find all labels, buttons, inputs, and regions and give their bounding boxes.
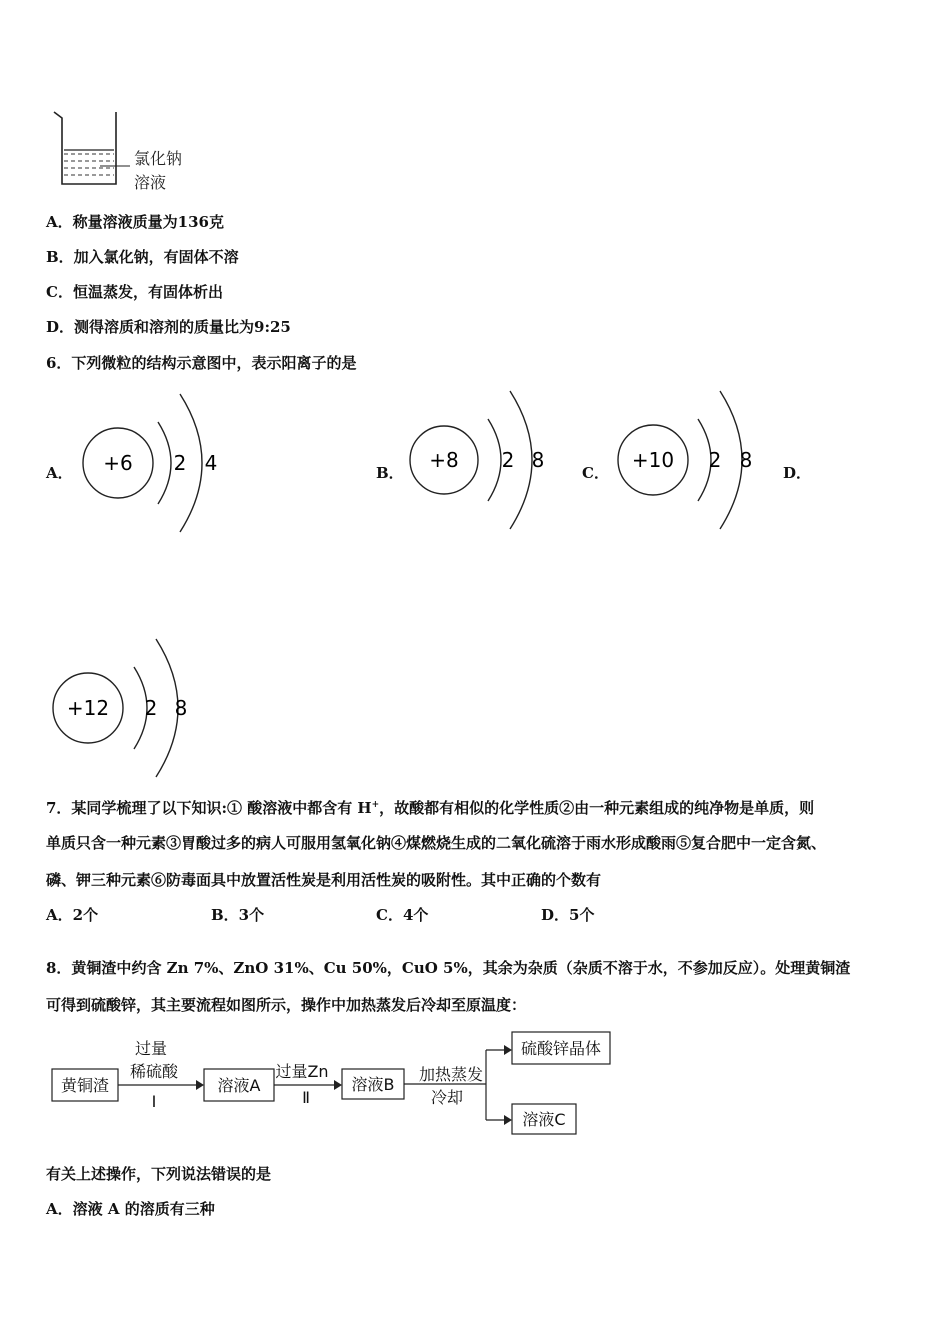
atom-diagram-a [76,388,236,538]
q5-option-b: B．加入氯化钠，有固体不溶 [46,248,239,266]
flow-box-zinc-sulfate-crystal-label: 硫酸锌晶体 [520,1039,602,1058]
q6-option-b-letter: B． [376,464,404,482]
q5-option-c: C．恒温蒸发，有固体析出 [46,283,223,301]
shell1-c: 2 [708,448,722,472]
q7-line3: 磷、钾三种元素⑥防毒面具中放置活性炭是利用活性炭的吸附性。其中正确的个数有 [46,871,602,889]
nucleus-charge-b: +8 [429,448,459,472]
shell1-b: 2 [501,448,515,472]
q5-option-d: D．测得溶质和溶剂的质量比为9:25 [46,318,291,336]
flow-arrow3-bottom: 冷却 [430,1088,464,1107]
q7-option-b: B．3个 [211,906,265,924]
flow-box-solution-b-label: 溶液B [351,1075,395,1094]
process-flowchart [46,1028,626,1140]
q8-option-a: A．溶液 A 的溶质有三种 [46,1200,215,1218]
shell2-c: 8 [739,448,753,472]
beaker-label-line1: 氯化钠 [134,149,183,168]
q6-stem: 6．下列微粒的结构示意图中，表示阳离子的是 [46,354,357,372]
nucleus-charge-d: +12 [66,696,110,720]
nucleus-charge-a: +6 [103,451,133,475]
atom-diagram-c [612,385,777,535]
flow-arrow3-top: 加热蒸发 [418,1065,484,1084]
flow-arrow1-top1: 过量 [134,1039,168,1058]
q5-option-a: A．称量溶液质量为136克 [46,213,224,231]
q8-after-text: 有关上述操作，下列说法错误的是 [46,1165,272,1183]
flow-box-brass-slag-label: 黄铜渣 [60,1076,110,1095]
beaker-diagram [50,108,200,196]
q6-option-d-letter: D． [783,464,812,482]
q7-line1 [46,795,814,818]
flow-arrow1-bottom: Ⅰ [151,1092,157,1111]
nucleus-charge-c: +10 [631,448,675,472]
q7-option-a: A．2个 [46,906,99,924]
flow-box-solution-c-label: 溶液C [522,1110,566,1129]
q8-line1: 8．黄铜渣中约含 Zn 7%、ZnO 31%、Cu 50%，CuO 5%，其余为杂质（杂质不溶于水，不参加反应）。处理黄铜渣 [46,959,851,977]
shell2-d: 8 [174,696,188,720]
q6-option-a-letter: A． [46,464,73,482]
atom-diagram-b [404,385,564,535]
q7-line1-post: ，故酸都有相似的化学性质②由一种元素组成的纯净物是单质，则 [379,799,815,817]
flow-box-solution-a-label: 溶液A [217,1076,261,1095]
beaker-label-line2: 溶液 [134,173,167,192]
q7-line1-pre: 7．某同学梳理了以下知识:① 酸溶液中都含有 H [46,799,372,817]
shell1-a: 2 [173,451,187,475]
flow-arrow2-bottom: Ⅱ [302,1088,310,1107]
flow-arrow1-top2: 稀硫酸 [129,1062,179,1081]
flow-arrow2-top: 过量Zn [275,1062,329,1081]
q7-option-c: C．4个 [376,906,429,924]
shell2-b: 8 [531,448,545,472]
q7-line2: 单质只含一种元素③胃酸过多的病人可服用氢氧化钠④煤燃烧生成的二氧化硫溶于雨水形成酸雨⑤复合肥中一定含氮、 [46,834,827,852]
q7-line1-sup: + [371,800,380,810]
atom-diagram-d [50,633,220,783]
q8-line2: 可得到硫酸锌，其主要流程如图所示，操作中加热蒸发后冷却至原温度： [46,996,527,1014]
q6-option-c-letter: C． [582,464,609,482]
shell1-d: 2 [144,696,158,720]
q7-option-d: D．5个 [541,906,595,924]
shell2-a: 4 [204,451,218,475]
